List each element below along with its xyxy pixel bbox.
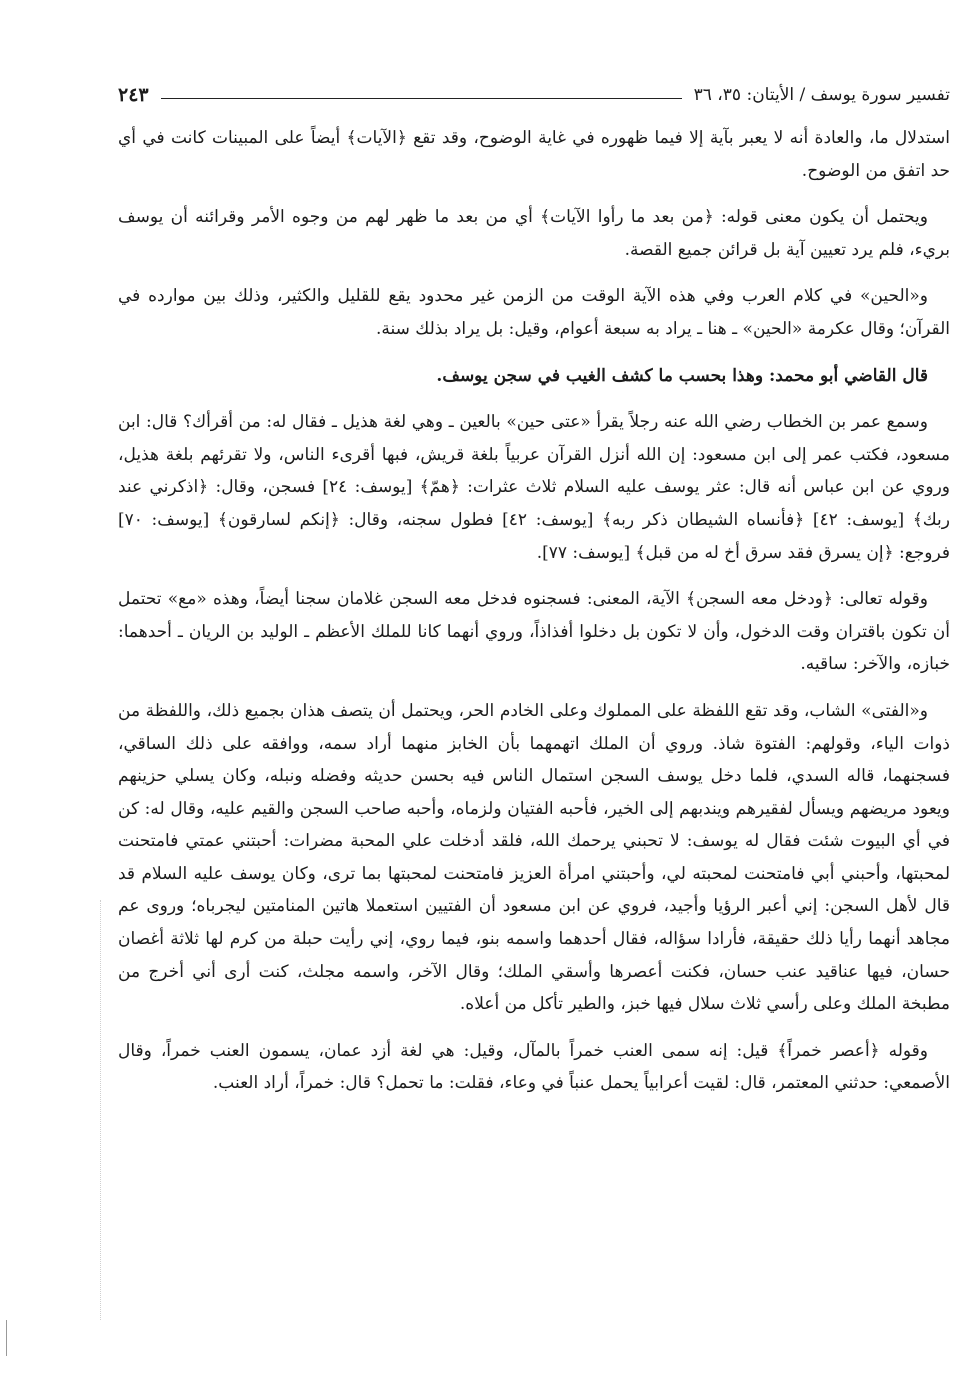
paragraph: وقوله تعالى: ﴿ودخل معه السجن﴾ الآية، المعنى: فسجنوه فدخل معه السجن غلامان سجنا أيضاً، وهذه «مع» تحتمل أن تكون باقتران وقت الدخول، وأن لا تكون بل دخلوا أفذاذاً، وروي أنهما كانا للملك الأعظم ـ الوليد بن الريان ـ أحدهما: خبازه، والآخر: ساقيه. <box>118 589 950 675</box>
page-number: ٢٤٣ <box>118 84 149 106</box>
book-page <box>118 80 950 1114</box>
paragraph: وقوله ﴿أعصر خمراً﴾ قيل: إنه سمى العنب خمراً بالمآل، وقيل: هي لغة أزد عمان، يسمون العنب خمراً، وقال الأصمعي: حدثني المعتمر، قال: لقيت أعرابياً يحمل عنباً في وعاء، فقلت: ما تحمل؟ قال: خمراً، أراد العنب. <box>118 1040 950 1094</box>
paragraph: وسمع عمر بن الخطاب رضي الله عنه رجلاً يقرأ «عتى حين» بالعين ـ وهي لغة هذيل ـ فقال له: من أقرأك؟ قال: ابن مسعود، فكتب عمر إلى ابن مسعود: إن الله أنزل القرآن عربياً بلغة قريش، فبها أقرىء الناس، ولا تقرئهم بلغة هذيل، وروي عن ابن عباس أنه قال: عثر يوسف عليه السلام ثلاث عثرات: ﴿همّ﴾ [يوسف: ٢٤] فسجن، وقال: ﴿اذكرني عند ربك﴾ [يوسف: ٤٢] ﴿فأنساه الشيطان ذكر ربه﴾ [يوسف: ٤٢] فطول سجنه، وقال: ﴿إنكم لسارقون﴾ [يوسف: ٧٠] فروجع: ﴿إن يسرق فقد سرق أخ له من قبل﴾ [يوسف: ٧٧]. <box>118 412 950 563</box>
scan-edge-mark <box>6 1320 7 1356</box>
paragraph: ويحتمل أن يكون معنى قوله: ﴿من بعد ما رأوا الآيات﴾ أي من بعد ما ظهر لهم من وجوه الأمر وقرائنه أن يوسف بريء، فلم يرد تعيين آية بل قرائن جميع القصة. <box>118 207 950 260</box>
paragraph: استدلال ما، والعادة أنه لا يعبر بآية إلا فيما ظهوره في غاية الوضوح، وقد تقع ﴿الآيات﴾ أيضاً على المبينات كانت في أي حد اتفق من الوضوح. <box>118 128 951 181</box>
judge-remark-paragraph: قال القاضي أبو محمد: وهذا بحسب ما كشف الغيب في سجن يوسف. <box>436 365 928 386</box>
page-header <box>118 80 950 106</box>
scan-margin-mark <box>100 900 102 1320</box>
running-title: تفسير سورة يوسف / الأيتان: ٣٥، ٣٦ <box>693 85 950 105</box>
paragraph: و«الفتى» الشاب، وقد تقع اللفظة على المملوك وعلى الخادم الحر، ويحتمل أن يتصف هذان بجميع ذلك، واللفظة من ذوات الياء، وقولهم: الفتوة شاذ. وروي أن الملك اتهمهما بأن الخابز منهما أراد سمه، ووافقه على ذلك الساقي، فسجنهما، قاله السدي، فلما دخل يوسف السجن استمال الناس فيه بحسن حديثه وفضله ونبله، وكان يسلي حزينهم ويعود مريضهم ويسأل لفقيرهم ويندبهم إلى الخير، فأحبه الفتيان ولزماه، وأحبه صاحب السجن والقيم عليه، وقال له: كن في أي البيوت شئت فقال له يوسف: لا تحبني يرحمك الله، فلقد أدخلت علي المحبة مضرات: أحبتني عمتي فامتحنت لمحبتها، وأحبني أبي فامتحنت لمحبته لي، وأحبتني امرأة العزيز فامتحنت لمحبتها بما ترى، وكان يوسف عليه السلام قد قال لأهل السجن: إني أعبر الرؤيا وأجيد، فروي عن ابن مسعود أن الفتيين استعملا هاتين المنامتين ليجرباه؛ وروى عم مجاهد أنهما رأيا ذلك حقيقة، فأرادا سؤاله، فقال أحدهما واسمه بنو، فيما روي، إني رأيت حبلة من كرم لها ثلاثة أغصان حسان، فيها عناقيد عنب حسان، فكنت أعصرها وأسقي الملك؛ وقال الآخر، واسمه مجلث، كنت أرى أني أخرج من مطبخة الملك وعلى رأسي ثلاث سلال فيها خبز، والطير تأكل من أعلاه. <box>118 700 950 1015</box>
header-rule <box>161 98 682 99</box>
paragraph: و«الحين» في كلام العرب وفي هذه الآية الوقت من الزمن غير محدود يقع للقليل والكثير، وذلك بين موارده في القرآن؛ وقال عكرمة «الحين» ـ هنا ـ يراد به سبعة أعوام، وقيل: بل يراد بذلك سنة. <box>118 286 950 339</box>
